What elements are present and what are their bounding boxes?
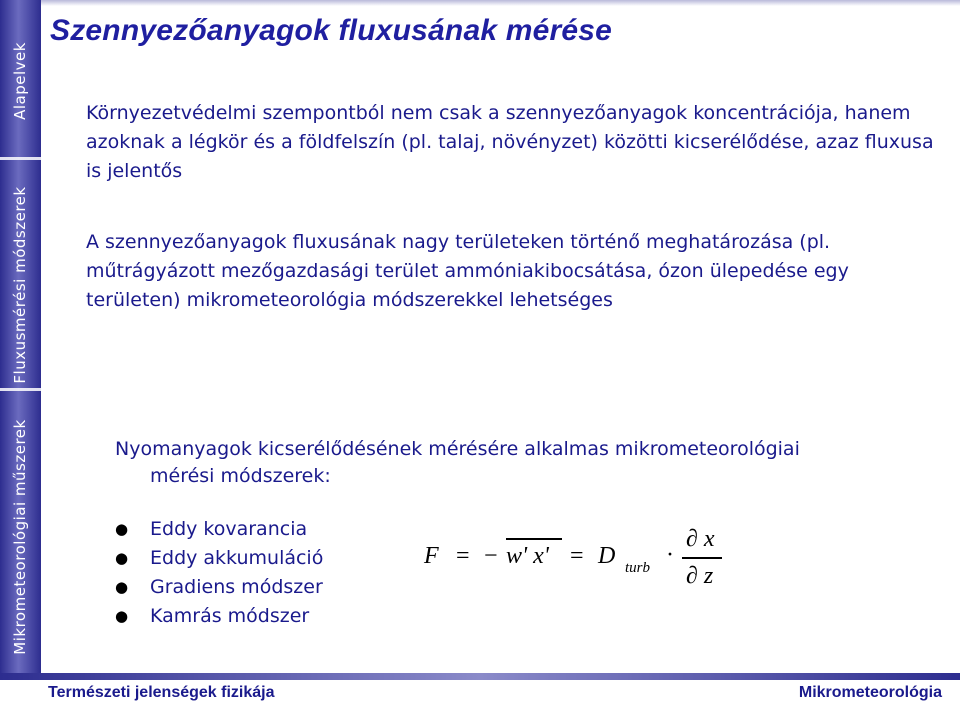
sidebar-section-instruments: Mikrometeorológiai műszerek [11,419,29,655]
sidebar-divider [0,157,41,160]
bullet-icon: ● [115,549,129,567]
eq-numerator: ∂ x [686,526,715,552]
top-shading [41,0,960,6]
bullet-icon: ● [115,520,129,538]
eq-overbar [506,538,562,540]
footer-topic: Mikrometeorológia [798,684,942,701]
eq-equals-1: = [456,543,470,569]
eq-minus: − [484,543,498,569]
paragraph-importance: Környezetvédelmi szempontból nem csak a szennyezőanyagok koncentrációja, hanem azoknak a légkör és a földfelszín (pl. talaj, növényzet) közötti kicserélődése, azaz fluxusa is jelentős [86,102,934,182]
eq-equals-2: = [570,543,584,569]
flux-equation [420,520,740,600]
list-item: ● Eddy akkumuláció [115,544,323,573]
eq-covariance: w' x' [506,543,549,569]
methods-intro-line1: Nyomanyagok kicserélődésének mérésére alkalmas mikrometeorológiai [115,438,800,460]
sidebar-section-principles: Alapelvek [11,42,29,120]
sidebar [0,0,41,673]
list-item: ● Kamrás módszer [115,602,323,631]
bullet-icon: ● [115,607,129,625]
sidebar-divider [0,388,41,391]
eq-denominator: ∂ z [686,563,714,589]
paragraph-micrometeorology: A szennyezőanyagok fluxusának nagy területeken történő meghatározása (pl. műtrágyázott mezőgazdasági terület ammóniakibocsátása, ózon ülepedése egy területen) mikrometeorológia módszerekkel lehetséges [86,231,849,311]
methods-intro [115,436,935,490]
methods-intro-line2: mérési módszerek: [150,465,331,487]
eq-fraction-bar [682,557,722,559]
eq-F: F [424,543,439,569]
methods-list [115,515,323,631]
bullet-icon: ● [115,578,129,596]
eq-dot: · [666,542,674,568]
list-item: ● Eddy kovarancia [115,515,323,544]
eq-turb-subscript: turb [625,560,651,576]
footer-course: Természeti jelenségek fizikája [48,684,275,701]
eq-D: D [598,543,616,569]
footer-bar [0,673,960,680]
list-item: ● Gradiens módszer [115,573,323,602]
sidebar-section-flux-methods: Fluxusmérési módszerek [11,186,29,384]
slide-title: Szennyezőanyagok fluxusának mérése [50,14,613,47]
